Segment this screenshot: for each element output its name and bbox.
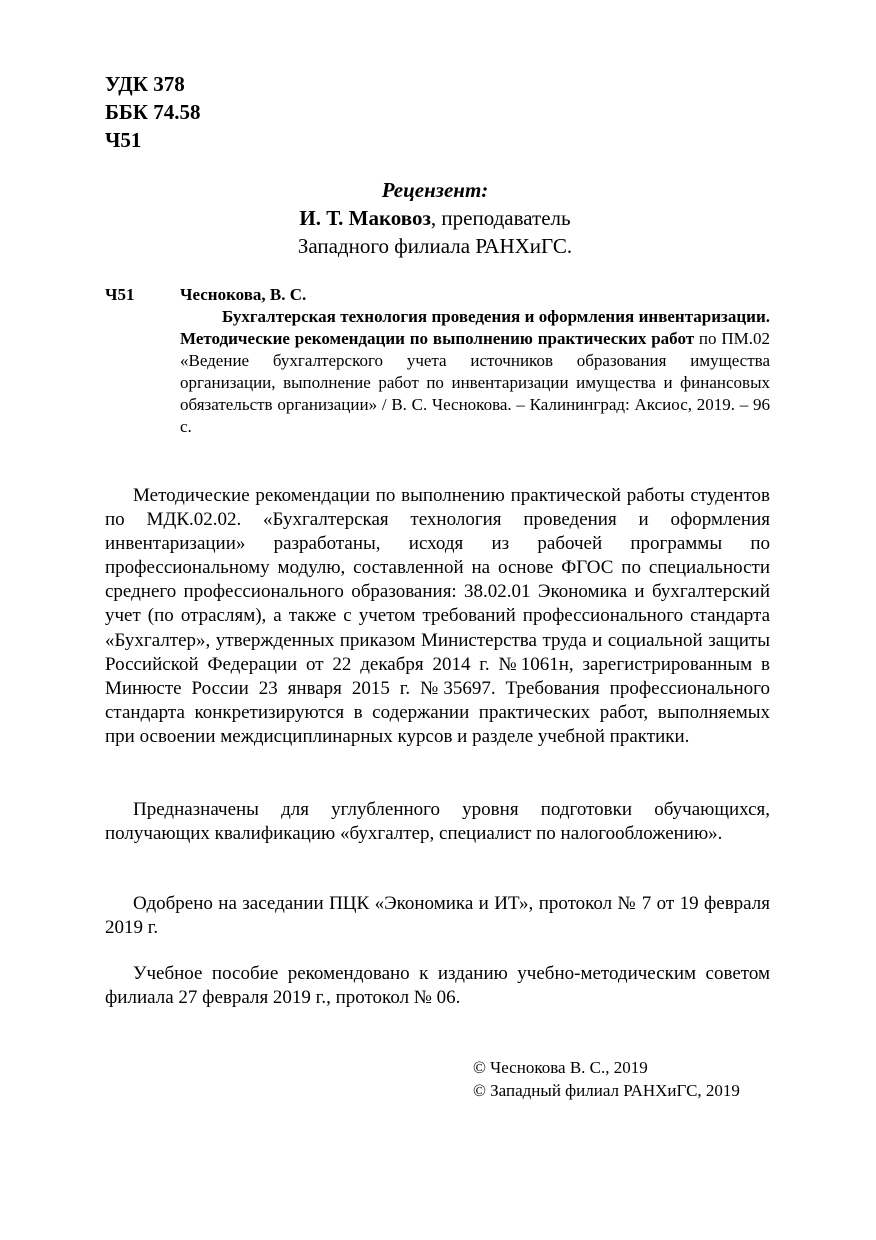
biblio-author: Чеснокова, В. С. [180, 285, 307, 304]
biblio-description [180, 306, 770, 438]
reviewer-line [180, 204, 690, 232]
reviewer-position: , преподаватель [430, 206, 571, 230]
udk-code: УДК 378 [105, 72, 185, 96]
reviewer-block [180, 176, 690, 260]
reviewer-organization: Западного филиала РАНХиГС. [297, 234, 573, 258]
copyright-publisher: © Западный филиал РАНХиГС, 2019 [473, 1081, 740, 1100]
paragraph-annotation [105, 484, 770, 749]
biblio-content [180, 284, 770, 438]
paragraph: Учебное пособие рекомендовано к изданию учебно-методическим советом филиала 27 февраля 2019 г., протокол № 06. [105, 963, 770, 1009]
copyright-author: © Чеснокова В. С., 2019 [473, 1058, 648, 1077]
biblio-code: Ч51 [105, 285, 135, 304]
author-mark: Ч51 [105, 128, 142, 152]
paragraph-audience [105, 798, 770, 846]
copyright-block [473, 1056, 740, 1102]
reviewer-name: И. Т. Маковоз [299, 206, 431, 230]
paragraph-recommendation [105, 962, 770, 1010]
reviewer-heading: Рецензент: [381, 178, 489, 202]
bbk-code: ББК 74.58 [105, 100, 201, 124]
paragraph: Методические рекомендации по выполнению практической работы студентов по МДК.02.02. «Бухгалтерская технология проведения и оформления инвентаризации» разработаны, исходя из рабочей программы по профессиональному модулю, составленной на основе ФГОС по специальности среднего профессионального образования: 38.02.01 Экономика и бухгалтерский учет (по отраслям), а также с учетом требований профессионального стандарта «Бухгалтер», утвержденных приказом Министерства труда и социальной защиты Российской Федерации от 22 декабря 2014 г. №1061н, зарегистрированным в Минюсте России 23 января 2015 г. №35697. Требования профессионального стандарта конкретизируются в содержании практических работ, выполняемых при освоении междисциплинарных курсов и разделе учебной практики. [105, 485, 770, 747]
paragraph-approval [105, 892, 770, 940]
paragraph: Предназначены для углубленного уровня подготовки обучающихся, получающих квалификацию «бухгалтер, специалист по налогообложению». [105, 799, 770, 845]
classification-block [105, 70, 201, 154]
paragraph: Одобрено на заседании ПЦК «Экономика и ИТ», протокол № 7 от 19 февраля 2019 г. [105, 893, 770, 939]
biblio-details: по ПМ.02 «Ведение бухгалтерского учета источников образования имущества организации, выполнение работ по инвентаризации имущества и финансовых обязательств организации» / В. С. Чеснокова. – Калининград: Аксиос, 2019. – 96 с. [180, 329, 770, 436]
biblio-title: Бухгалтерская технология проведения и оформления инвентаризации. Методические рекомендации по выполнению практических работ [180, 307, 770, 348]
